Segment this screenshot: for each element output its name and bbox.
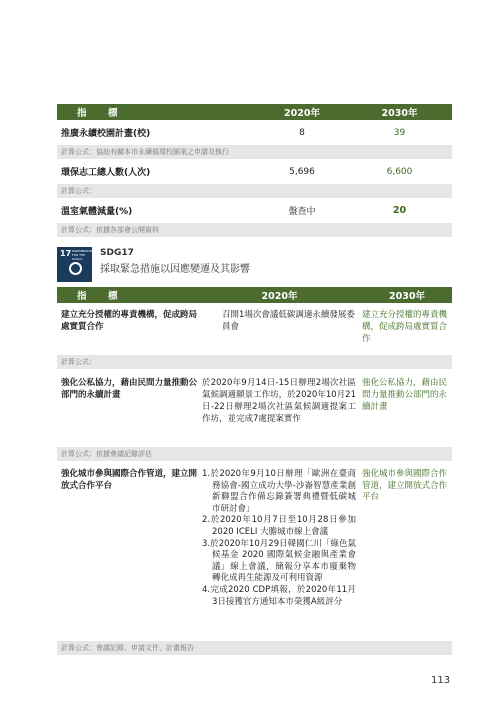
value-2030: 強化公私協力，藉由民間力量推動公部門的永續計畫 [362,378,448,412]
indicator-name: 強化公私協力，藉由民間力量推動公部門的永續計畫 [61,378,198,400]
list-item: 2.於2020年10月7日至10月28日參加2020 ICELI 大膽城市線上會議 [202,515,356,537]
value-2030: 6,600 [386,166,413,177]
indicator-name: 建立充分授權的專責機構，促成跨局處實質合作 [61,310,198,332]
table2-header [57,287,452,303]
header-2020: 2020年 [284,108,320,119]
partnership-ring-icon [69,262,82,275]
table-row [57,461,452,641]
indicator-name: 推廣永續校園計畫(校) [61,129,151,139]
value-2020: 盤查中 [288,207,316,217]
table-row [57,120,452,145]
indicator-name: 溫室氣體減量(%) [61,207,133,217]
sdg-badge-text: PARTNERSHIPS FOR THE GOALS [72,249,95,261]
formula-row: 計算公式：依據會議記錄評估 [57,447,452,461]
table-row [57,369,452,447]
value-2030: 39 [393,127,406,138]
header-2020: 2020年 [261,291,298,302]
sdg-heading [57,247,452,287]
list-item: 3.於2020年10月29日韓國仁川「綠色氣候基金 2020 國際氣候金融與產業會議」線上會議，簡報分享本市廢棄物轉化成再生能源及可利用資源 [202,538,356,584]
document-page [57,104,452,655]
table-row [57,159,452,184]
list-item: 1.於2020年9月10日辦理「歐洲在臺商務協會-國立成功大學-沙崙智慧產業創新聯盟合作備忘錄簽署典禮暨低碳城市研討會」 [202,469,356,514]
table-row [57,198,452,223]
sdg-code: SDG17 [100,248,134,258]
sdg17-badge-icon [57,247,95,282]
value-2030: 強化城市參與國際合作管道，建立開放式合作平台 [362,469,448,503]
header-2030: 2030年 [381,108,418,119]
value-2020: 5,696 [289,166,315,177]
header-2030: 2030年 [389,291,425,302]
formula-row: 計算公式：依據各部會公開資料 [57,223,452,237]
indicator-name: 環保志工總人數(人次) [61,168,151,178]
formula-row: 計算公式：協助有關本市永續循環校園案之申請及執行 [57,145,452,159]
formula-row: 計算公式：會議記錄、申請文件、計畫報告 [57,641,452,655]
page-number: 113 [431,675,451,686]
header-indicator: 指 標 [77,291,124,302]
value-2030: 建立充分授權的專責機構，促成跨局處實質合作 [362,310,448,344]
indicator-name: 強化城市參與國際合作管道，建立開放式合作平台 [61,469,198,491]
header-indicator: 指 標 [77,108,124,119]
formula-row: 計算公式： [57,355,452,369]
sdg-number: 17 [60,249,72,258]
plan-list [202,469,356,608]
formula-row: 計算公式： [57,184,452,198]
table-row [57,303,452,355]
list-item: 4.完成2020 CDP填報，於2020年11月3日接獲官方通知本市榮獲A級評分 [202,584,356,607]
table1-header [57,104,452,120]
value-2020: 於2020年9月14日-15日辦理2場次社區氣候調適願景工作坊，於2020年10月21日-22日辦理2場次社區氣候調適提案工作坊，並完成7處提案實作 [202,378,356,424]
sdg-title: 採取緊急措施以因應變遷及其影響 [100,264,250,275]
value-2030: 20 [392,205,407,216]
value-2020: 8 [299,127,305,138]
value-2020: 召開1場次會議低碳調適永續發展委員會 [222,310,355,332]
